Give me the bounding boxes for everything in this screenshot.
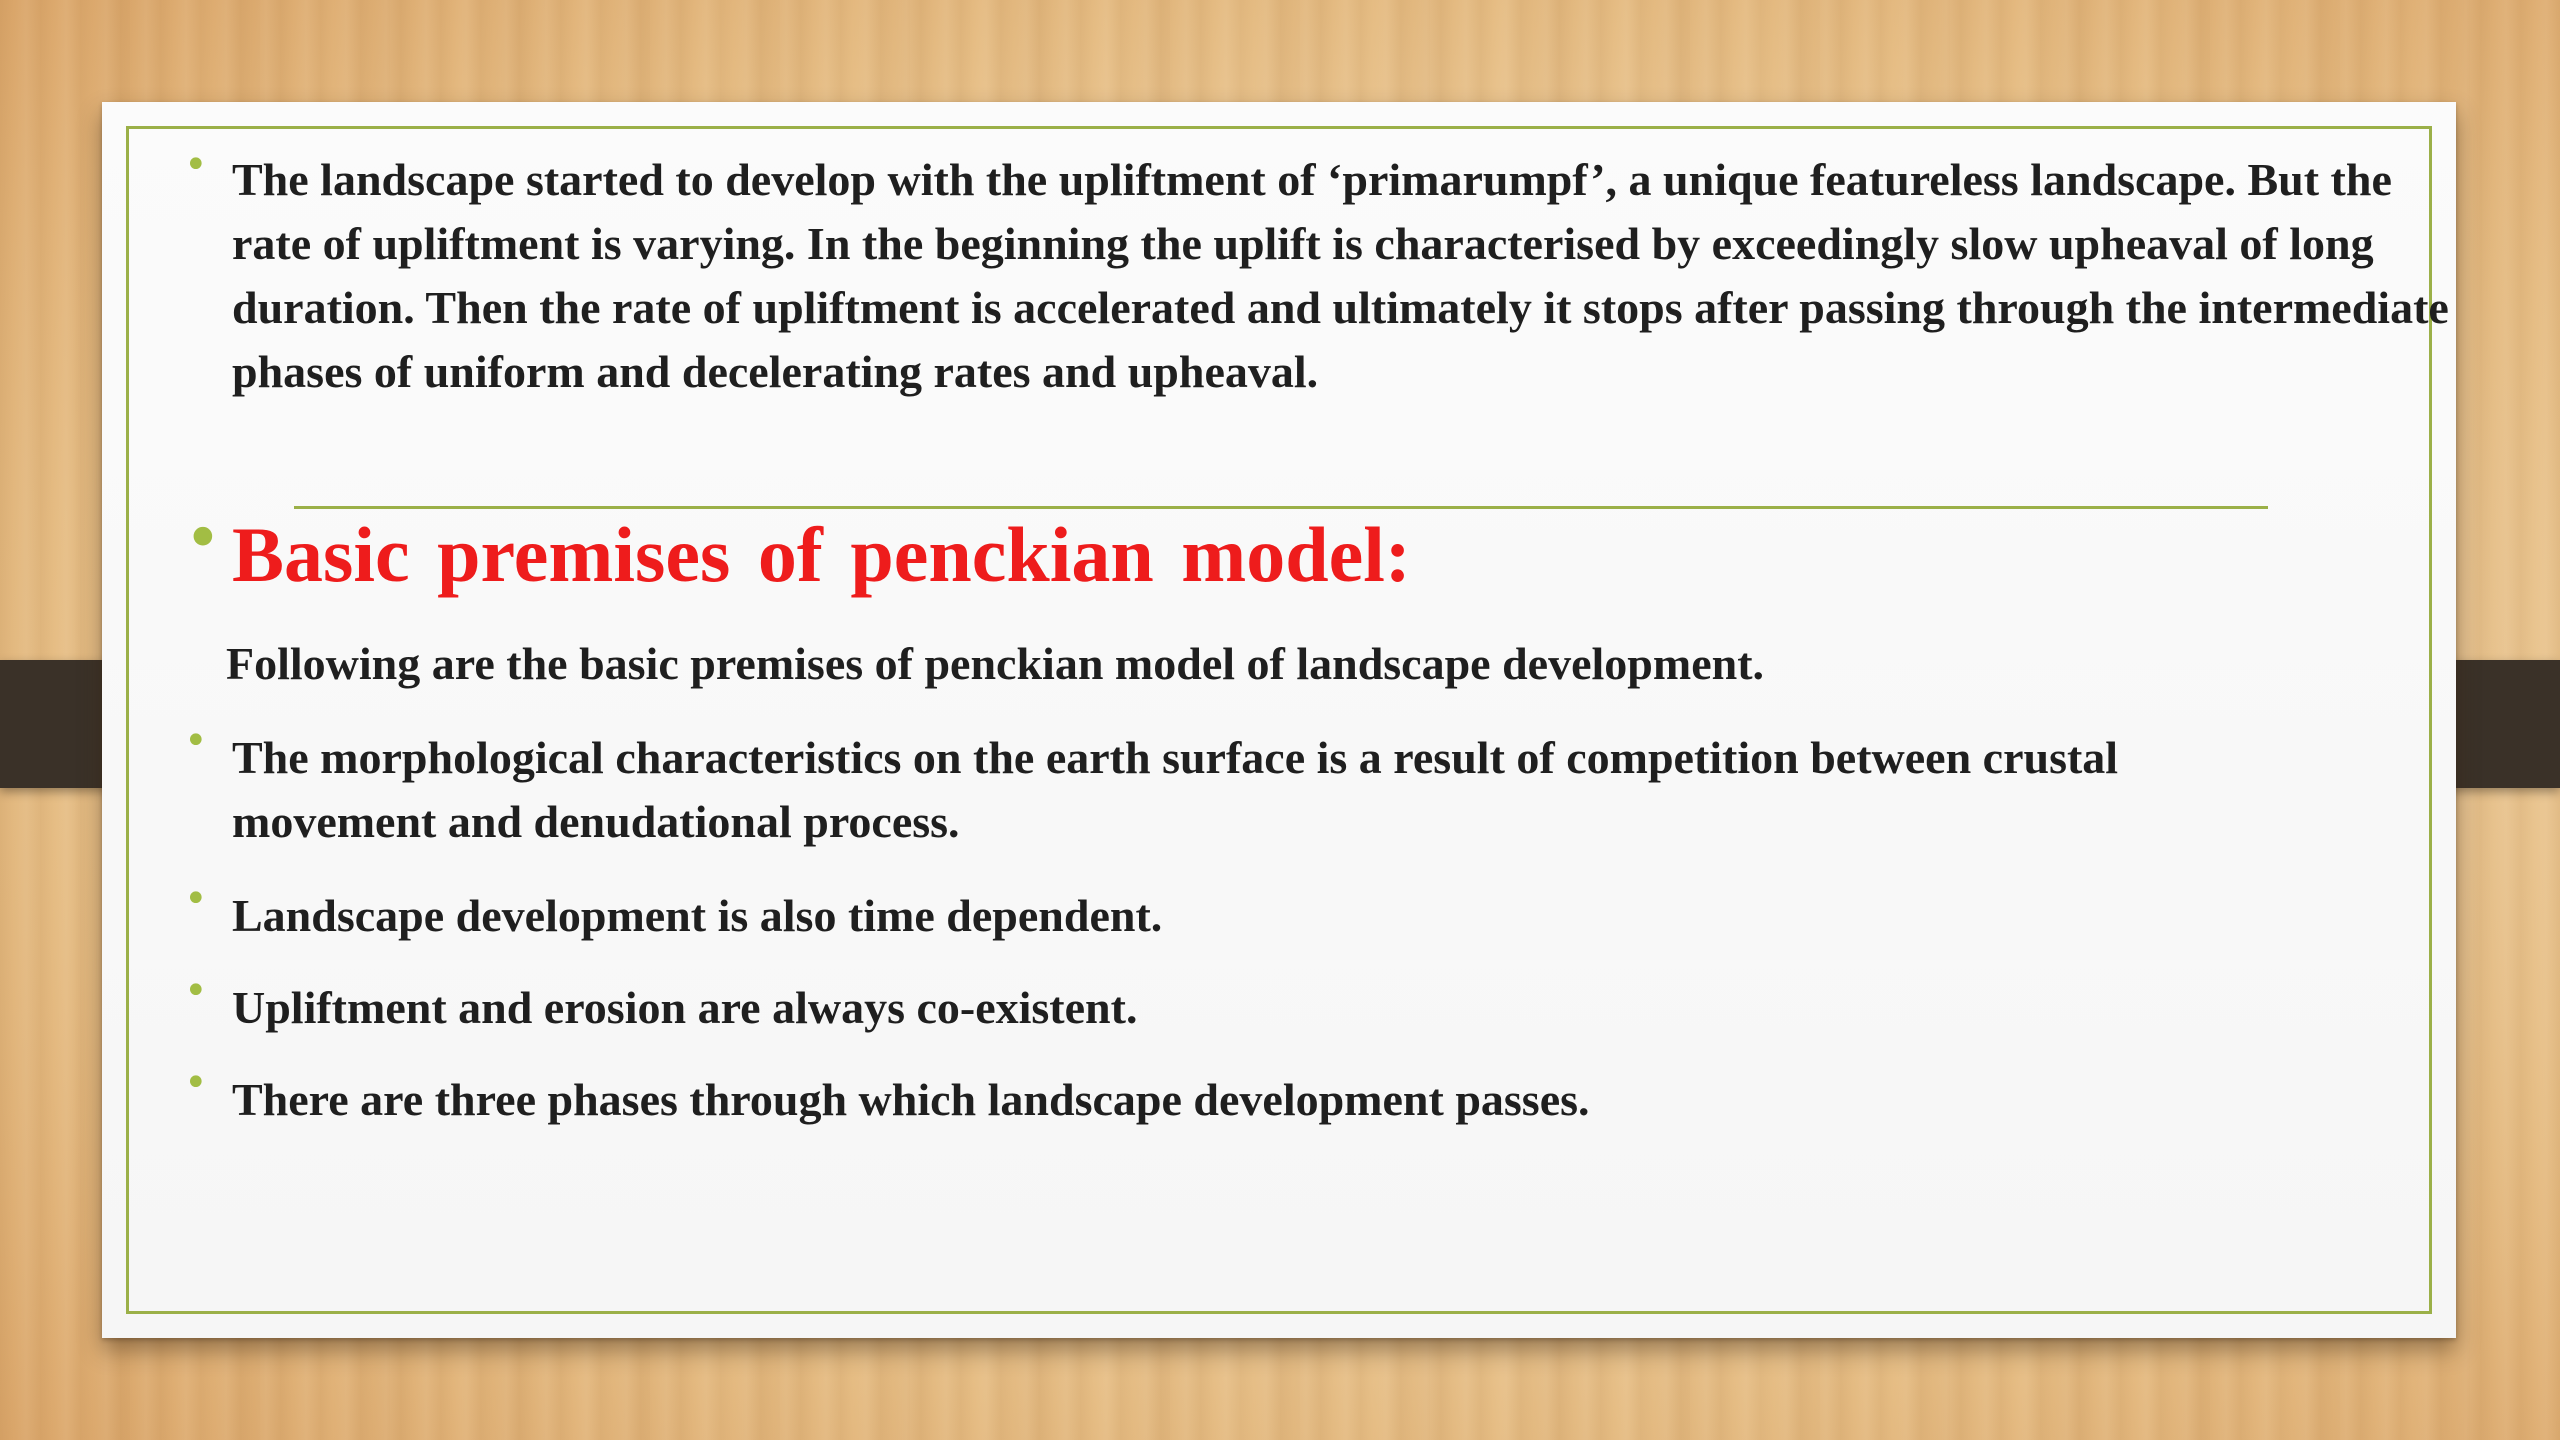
lead-paragraph	[226, 632, 2436, 696]
premise-item	[184, 876, 2442, 948]
premise-text: Upliftment and erosion are always co-existent.	[232, 982, 1138, 1033]
premise-text: Landscape development is also time dependent.	[232, 890, 1163, 941]
premise-item	[184, 718, 2442, 854]
premise-text: The morphological characteristics on the earth surface is a result of competition between crustal movement and denudational process.	[232, 732, 2119, 847]
section-heading: Basic premises of penckian model:	[232, 511, 1411, 598]
premise-item	[184, 1060, 2442, 1132]
bullet-icon: •	[184, 718, 208, 764]
bullet-icon: •	[184, 502, 222, 576]
intro-bullet	[184, 142, 2449, 404]
bullet-icon: •	[184, 968, 208, 1014]
premise-item	[184, 968, 2442, 1040]
heading-bullet	[184, 502, 2442, 600]
lead-text: Following are the basic premises of penckian model of landscape development.	[226, 638, 1765, 689]
section-divider	[294, 506, 2268, 509]
bullet-icon: •	[184, 876, 208, 922]
slide-content	[102, 102, 2456, 1338]
premise-text: There are three phases through which landscape development passes.	[232, 1074, 1590, 1125]
intro-bullet-text: The landscape started to develop with the upliftment of ‘primarumpf’, a unique featureless landscape. But the rate of upliftment is varying. In the beginning the uplift is characterised by exceedingly slow upheaval of long duration. Then the rate of upliftment is accelerated and ultimately it stops after passing through the intermediate phases of uniform and decelerating rates and upheaval.	[232, 154, 2449, 397]
bullet-icon: •	[184, 142, 208, 188]
bullet-icon: •	[184, 1060, 208, 1106]
